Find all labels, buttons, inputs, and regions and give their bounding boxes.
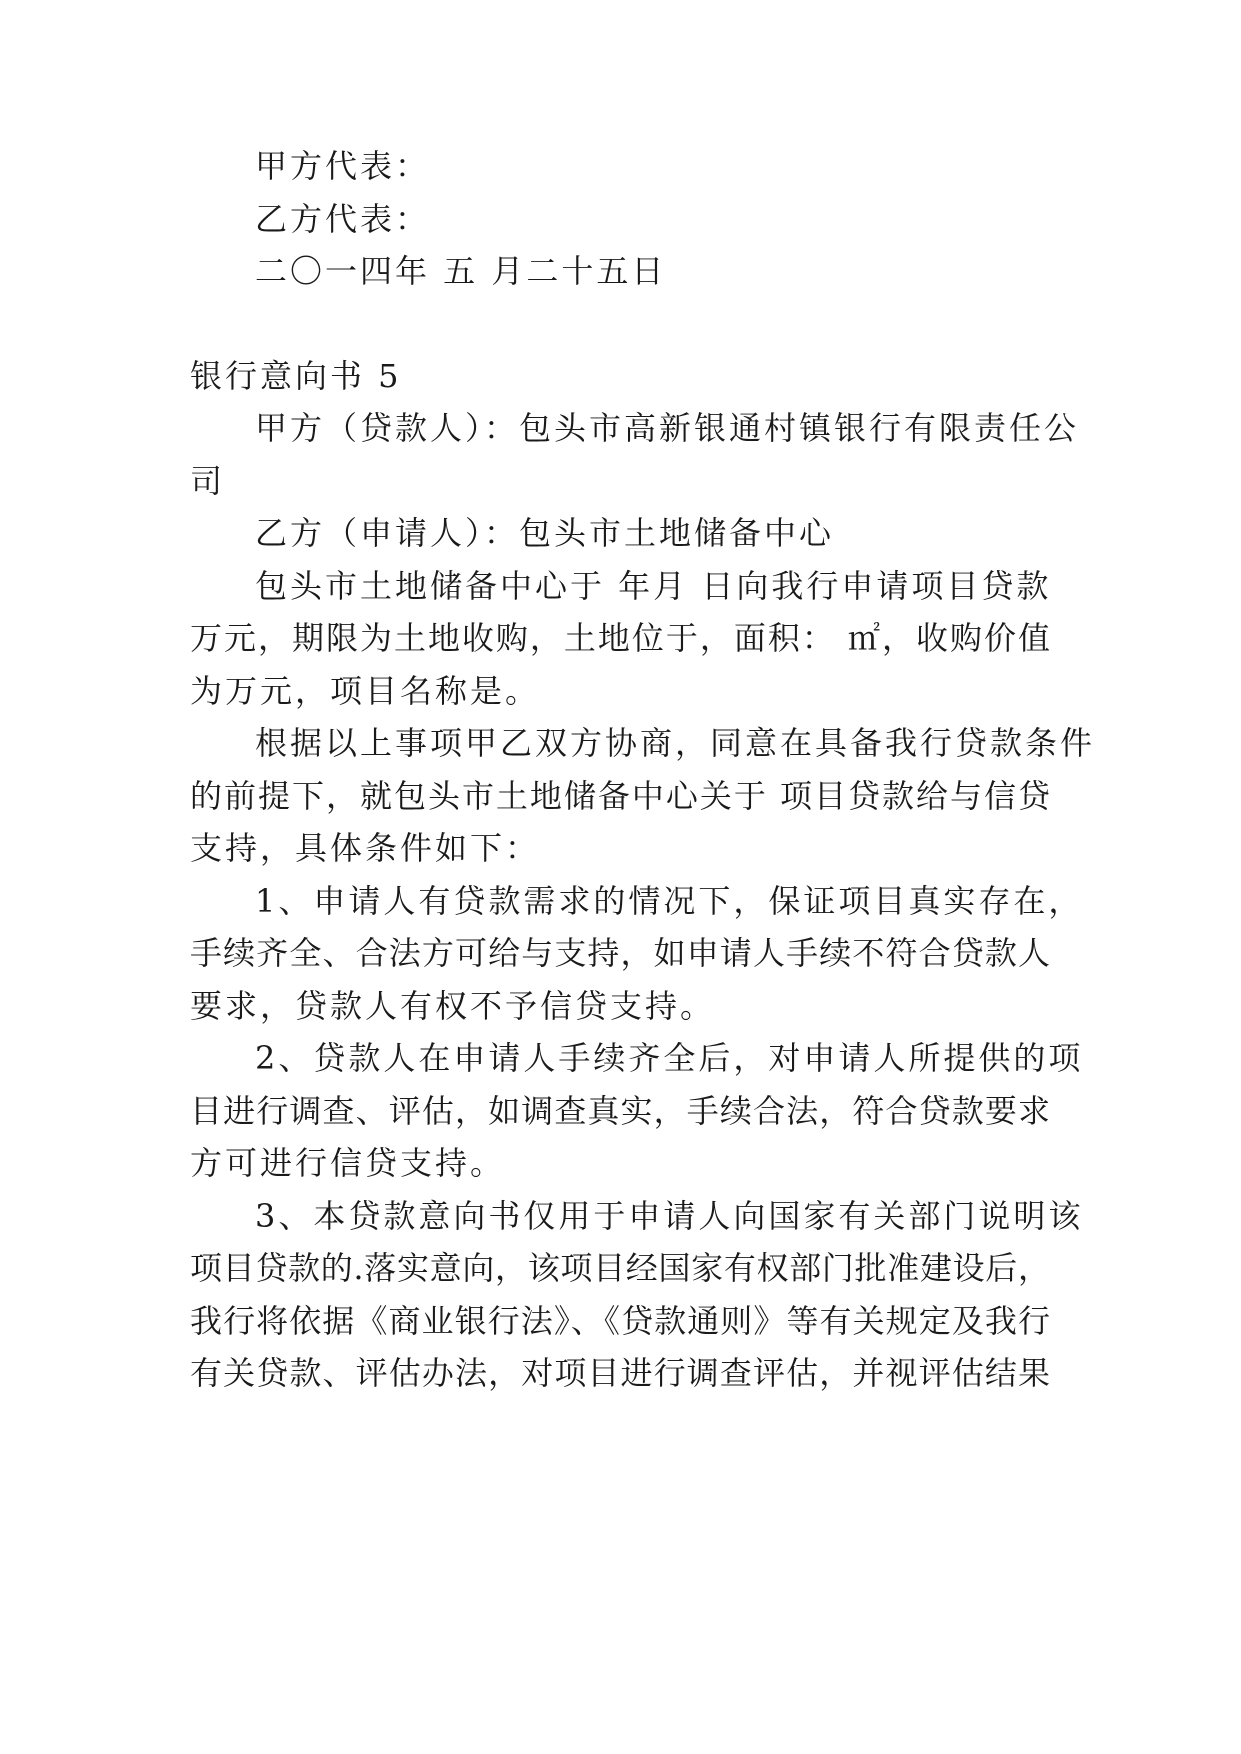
party-a-representative-line: 甲方代表： (255, 147, 431, 185)
paragraph-line: 包头市土地储备中心于 年月 日向我行申请项目贷款 (255, 567, 1052, 605)
paragraph-line: 为万元，项目名称是。 (190, 672, 541, 710)
paragraph-line: 方可进行信贷支持。 (190, 1144, 506, 1182)
party-b-line: 乙方（申请人）：包头市土地储备中心 (255, 514, 835, 552)
signature-date: 二〇一四年 五 月二十五日 (255, 252, 667, 290)
paragraph-line: 有关贷款、评估办法，对项目进行调查评估，并视评估结果 (190, 1354, 1050, 1392)
paragraph-line: 支持，具体条件如下： (190, 829, 541, 867)
paragraph-line: 3、本贷款意向书仅用于申请人向国家有关部门说明该 (255, 1197, 1084, 1235)
party-a-line: 甲方（贷款人）：包头市高新银通村镇银行有限责任公 (255, 409, 1080, 447)
paragraph-line: 根据以上事项甲乙双方协商，同意在具备我行贷款条件 (255, 724, 1096, 762)
paragraph-line: 2、贷款人在申请人手续齐全后，对申请人所提供的项 (255, 1039, 1084, 1077)
paragraph-line: 目进行调查、评估，如调查真实，手续合法，符合贷款要求 (190, 1092, 1050, 1130)
party-a-line-continuation: 司 (190, 462, 226, 500)
party-b-representative-line: 乙方代表： (255, 200, 431, 238)
section-title: 银行意向书 5 (190, 357, 402, 395)
paragraph-line: 项目贷款的.落实意向，该项目经国家有权部门批准建设后， (190, 1249, 1050, 1287)
paragraph-line: 我行将依据《商业银行法》、《贷款通则》等有关规定及我行 (190, 1302, 1050, 1340)
paragraph-line: 1、申请人有贷款需求的情况下，保证项目真实存在， (255, 882, 1084, 920)
paragraph-line: 手续齐全、合法方可给与支持，如申请人手续不符合贷款人 (190, 934, 1050, 972)
paragraph-line: 的前提下，就包头市土地储备中心关于 项目贷款给与信贷 (190, 777, 1050, 815)
paragraph-line: 万元，期限为土地收购，土地位于，面积： ㎡，收购价值 (190, 619, 1050, 657)
paragraph-line: 要求，贷款人有权不予信贷支持。 (190, 987, 716, 1025)
